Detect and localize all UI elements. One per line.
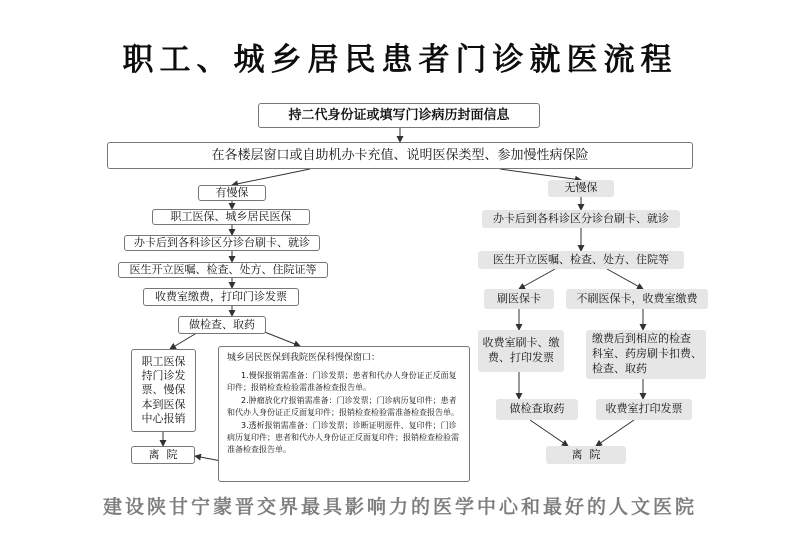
left-step-payment-label: 收费室缴费，打印门诊发票 bbox=[155, 289, 287, 303]
step-register-card bbox=[107, 142, 693, 169]
page-title: 职工、城乡居民患者门诊就医流程 bbox=[122, 42, 678, 78]
right-swipe-insurance-card bbox=[484, 289, 554, 309]
right-leave-hospital-label: 离 院 bbox=[571, 447, 601, 461]
branch-without-chronic-insurance-label: 无慢保 bbox=[564, 181, 598, 195]
employee-reimbursement-line: 职工医保 bbox=[141, 354, 186, 368]
employee-reimbursement-box bbox=[131, 349, 196, 432]
resident-note-item: 1.慢保报销需准备：门诊发票；患者和代办人身份证正反面复印件；报销检查检验需准备检查报告单。 bbox=[227, 370, 457, 393]
right-step-doctor-orders bbox=[478, 251, 684, 269]
employee-reimbursement-line: 票、慢保 bbox=[141, 383, 186, 397]
left-step-insurance-type-label: 职工医保、城乡居民医保 bbox=[170, 209, 292, 223]
right-card-payment-invoice bbox=[478, 330, 564, 372]
left-leave-hospital-label: 离 院 bbox=[148, 447, 178, 461]
right-department-payment-line: 科室、药房刷卡扣费、 bbox=[592, 347, 702, 361]
left-step-triage-label: 办卡后到各科诊区分诊台刷卡、就诊 bbox=[134, 235, 310, 249]
right-department-payment bbox=[586, 330, 706, 379]
right-card-payment-line: 收费室刷卡、缴 bbox=[482, 336, 560, 350]
employee-reimbursement-line: 中心报销 bbox=[141, 411, 186, 425]
left-step-doctor-orders-label: 医生开立医嘱、检查、处方、住院证等 bbox=[129, 262, 317, 276]
step-id-card-label: 持二代身份证或填写门诊病历封面信息 bbox=[288, 107, 510, 123]
right-swipe-insurance-card-label: 刷医保卡 bbox=[497, 291, 541, 305]
resident-note-title: 城乡居民医保到我院医保科慢保窗口： bbox=[227, 353, 381, 363]
resident-note-item: 2.肿瘤放化疗报销需准备：门诊发票；门诊病历复印件；患者和代办人身份证正反面复印件；报销检查检验需准备检查报告单。 bbox=[227, 395, 459, 418]
right-no-insurance-card-label: 不刷医保卡，收费室缴费 bbox=[576, 291, 698, 305]
right-print-invoice-label: 收费室打印发票 bbox=[605, 402, 683, 416]
left-step-insurance-type bbox=[152, 209, 310, 225]
resident-note-item: 3.透析报销需准备：门诊发票；诊断证明原件、复印件；门诊病历复印件；患者和代办人身份证正反面复印件；报销检查检验需准备检查报告单。 bbox=[227, 420, 459, 455]
left-step-doctor-orders bbox=[118, 262, 328, 278]
employee-reimbursement-line: 持门诊发 bbox=[141, 369, 186, 383]
right-step-triage bbox=[482, 210, 680, 228]
right-exam-medicine bbox=[496, 399, 578, 420]
employee-reimbursement-line: 本到医保 bbox=[141, 397, 186, 411]
hospital-slogan: 建设陕甘宁蒙晋交界最具影响力的医学中心和最好的人文医院 bbox=[102, 496, 697, 518]
left-step-triage bbox=[124, 235, 320, 251]
right-card-payment-line: 费、打印发票 bbox=[488, 351, 554, 364]
right-print-invoice bbox=[596, 399, 692, 420]
step-id-card bbox=[258, 103, 540, 128]
left-leave-hospital bbox=[131, 446, 195, 464]
left-step-exam-medicine bbox=[178, 316, 266, 334]
branch-with-chronic-insurance bbox=[198, 185, 266, 201]
right-no-insurance-card bbox=[566, 289, 708, 309]
right-step-doctor-orders-label: 医生开立医嘱、检查、处方、住院等 bbox=[493, 252, 669, 266]
right-department-payment-line: 检查、取药 bbox=[592, 361, 647, 375]
left-step-payment bbox=[143, 288, 299, 306]
right-department-payment-line: 缴费后到相应的检查 bbox=[592, 332, 691, 346]
branch-without-chronic-insurance bbox=[548, 180, 614, 197]
right-leave-hospital bbox=[546, 446, 626, 464]
resident-reimbursement-note bbox=[218, 346, 470, 482]
right-step-triage-label: 办卡后到各科诊区分诊台刷卡、就诊 bbox=[493, 211, 669, 225]
step-register-card-label: 在各楼层窗口或自助机办卡充值、说明医保类型、参加慢性病保险 bbox=[211, 147, 589, 163]
branch-with-chronic-insurance-label: 有慢保 bbox=[215, 185, 249, 199]
right-exam-medicine-label: 做检查取药 bbox=[509, 402, 565, 416]
left-step-exam-medicine-label: 做检查、取药 bbox=[189, 317, 255, 331]
